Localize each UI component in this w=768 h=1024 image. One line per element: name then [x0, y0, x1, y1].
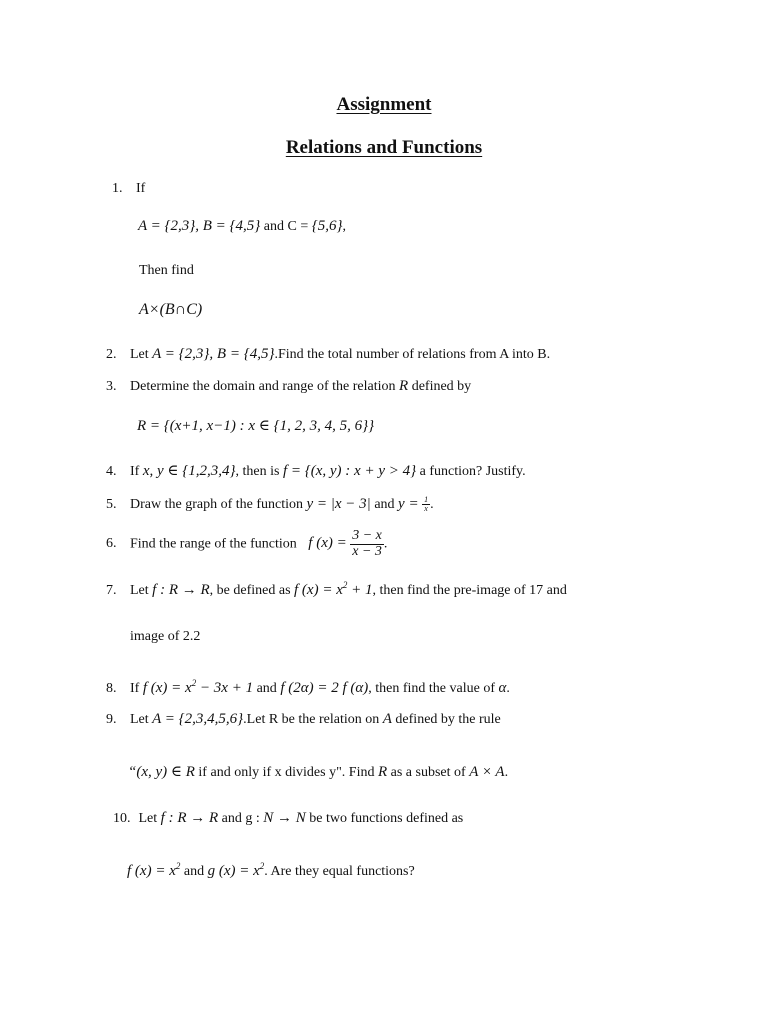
q5-reciprocal-fraction — [422, 496, 430, 514]
question-number: 1. — [112, 181, 123, 196]
fraction-numerator: 3 − x — [352, 528, 382, 543]
question-number: 3. — [106, 379, 117, 394]
question-1 — [112, 181, 145, 197]
q4-function: f = {(x, y) : x + y > 4} — [282, 463, 417, 479]
q9-R: R — [377, 764, 388, 780]
question-text: Find the range of the function — [130, 536, 297, 552]
question-9 — [106, 711, 501, 728]
question-text: , then is — [235, 464, 280, 479]
q9-cartesian: A × A — [469, 764, 505, 780]
question-text: Let — [130, 583, 149, 598]
question-text: If — [130, 681, 140, 696]
question-text: , then find the value of — [368, 681, 495, 696]
question-text: and g : — [221, 811, 260, 826]
question-text: and — [183, 864, 205, 879]
question-3 — [106, 378, 471, 395]
q3-relation-definition: R = {(x+1, x−1) : x ∈ {1, 2, 3, 4, 5, 6}} — [137, 418, 375, 434]
question-7 — [106, 580, 567, 599]
q6-fraction — [350, 529, 384, 559]
question-9-continued: “(x, y) ∈ R if and only if x divides y". Find R as a subset of A × A. — [128, 764, 509, 780]
q1-expression: A×(B∩C) — [139, 301, 203, 318]
q7-mapping: f : R → R — [152, 582, 210, 598]
q1-sets-line: A = {2,3}, B = {4,5} and C = {5,6}, — [138, 218, 346, 234]
question-2 — [106, 346, 550, 363]
question-number: 8. — [106, 681, 117, 696]
q2-sets: A = {2,3}, B = {4,5} — [152, 346, 275, 362]
q10-g-mapping: N → N — [263, 810, 306, 826]
assignment-title: Assignment — [336, 94, 432, 115]
q1-c-set: {5,6} — [311, 218, 343, 234]
assignment-subtitle: Relations and Functions — [285, 137, 483, 158]
question-7-continued: image of 2.2 — [130, 629, 201, 644]
q1-then-find: Then find — [139, 263, 194, 278]
q10-f-mapping: f : R → R — [160, 810, 219, 826]
question-text: Let — [138, 811, 158, 826]
q3-relation-symbol: R — [399, 378, 409, 394]
question-4 — [106, 461, 526, 480]
question-8: 8. If f $(x) = x^2 - 3x + 1$ and f (2α) = 2 f (α), then find the value of α. — [106, 678, 510, 696]
question-number: 10. — [113, 811, 131, 826]
q5-abs-function: y = |x − 3| — [306, 496, 371, 513]
q1-and-c: and C = — [263, 219, 309, 234]
q8-equation: f (2α) = 2 f (α) — [280, 680, 369, 696]
fraction-denominator: x − 3 — [352, 543, 382, 559]
q9-set: A = {2,3,4,5,6} — [152, 711, 244, 727]
question-number: 2. — [106, 347, 117, 362]
q9-pair: “(x, y) ∈ R — [128, 764, 195, 780]
q9-set-A: A — [382, 711, 392, 727]
question-number: 4. — [106, 464, 117, 479]
q6-function: f (x) = — [308, 535, 347, 552]
question-text: Let — [130, 712, 149, 727]
question-text: If — [136, 181, 146, 196]
question-text: .Find the total number of relations from A into B. — [274, 347, 551, 362]
q8-alpha: α — [498, 680, 507, 696]
question-text: be two functions defined as — [309, 811, 464, 826]
question-number: 7. — [106, 583, 117, 598]
question-text: if and only if x divides y". Find — [198, 765, 375, 780]
fraction-denominator: x — [424, 504, 428, 514]
question-text: , be defined as — [209, 583, 291, 598]
question-text: and — [256, 681, 277, 696]
q7-definition: f $(x) = x^2 + 1$ — [294, 580, 373, 598]
q8-function: f $(x) = x^2 - 3x + 1$ — [142, 678, 254, 696]
question-number: 6. — [106, 536, 117, 552]
question-text: Determine the domain and range of the relation — [130, 379, 396, 394]
question-text: If — [130, 464, 140, 479]
question-text: defined by — [411, 379, 472, 394]
question-text: as a subset of — [390, 765, 466, 780]
question-text: and — [374, 497, 395, 513]
question-text: , then find the pre-image of 17 and — [372, 583, 567, 598]
question-text: Let — [130, 347, 149, 362]
question-6: 6. Find the range of the function f (x) = $\frac{3 - x}{x - 3}$ . — [106, 528, 388, 559]
question-text: defined by the rule — [395, 712, 501, 727]
question-5: 5. Draw the graph of the function y = |x − 3| and y = $\frac{1}{x}$ . — [106, 495, 434, 514]
question-number: 9. — [106, 712, 117, 727]
question-text: a function? Justify. — [419, 464, 526, 479]
fraction-numerator: 1 — [424, 495, 429, 504]
question-text: . Are they equal functions? — [264, 864, 415, 879]
question-text: Draw the graph of the function — [130, 497, 303, 513]
question-10-continued — [127, 861, 415, 880]
q1-sets: A = {2,3}, B = {4,5} — [138, 218, 261, 234]
q4-domain: x, y ∈ {1,2,3,4} — [142, 463, 236, 479]
q5-y: y = — [398, 496, 419, 513]
q10-g-definition: g $(x) = x^2$ — [207, 861, 265, 879]
q10-f-definition: f $(x) = x^2$ — [127, 861, 181, 879]
question-number: 5. — [106, 497, 117, 513]
question-text: .Let R be the relation on — [243, 712, 380, 727]
question-10 — [113, 810, 463, 827]
